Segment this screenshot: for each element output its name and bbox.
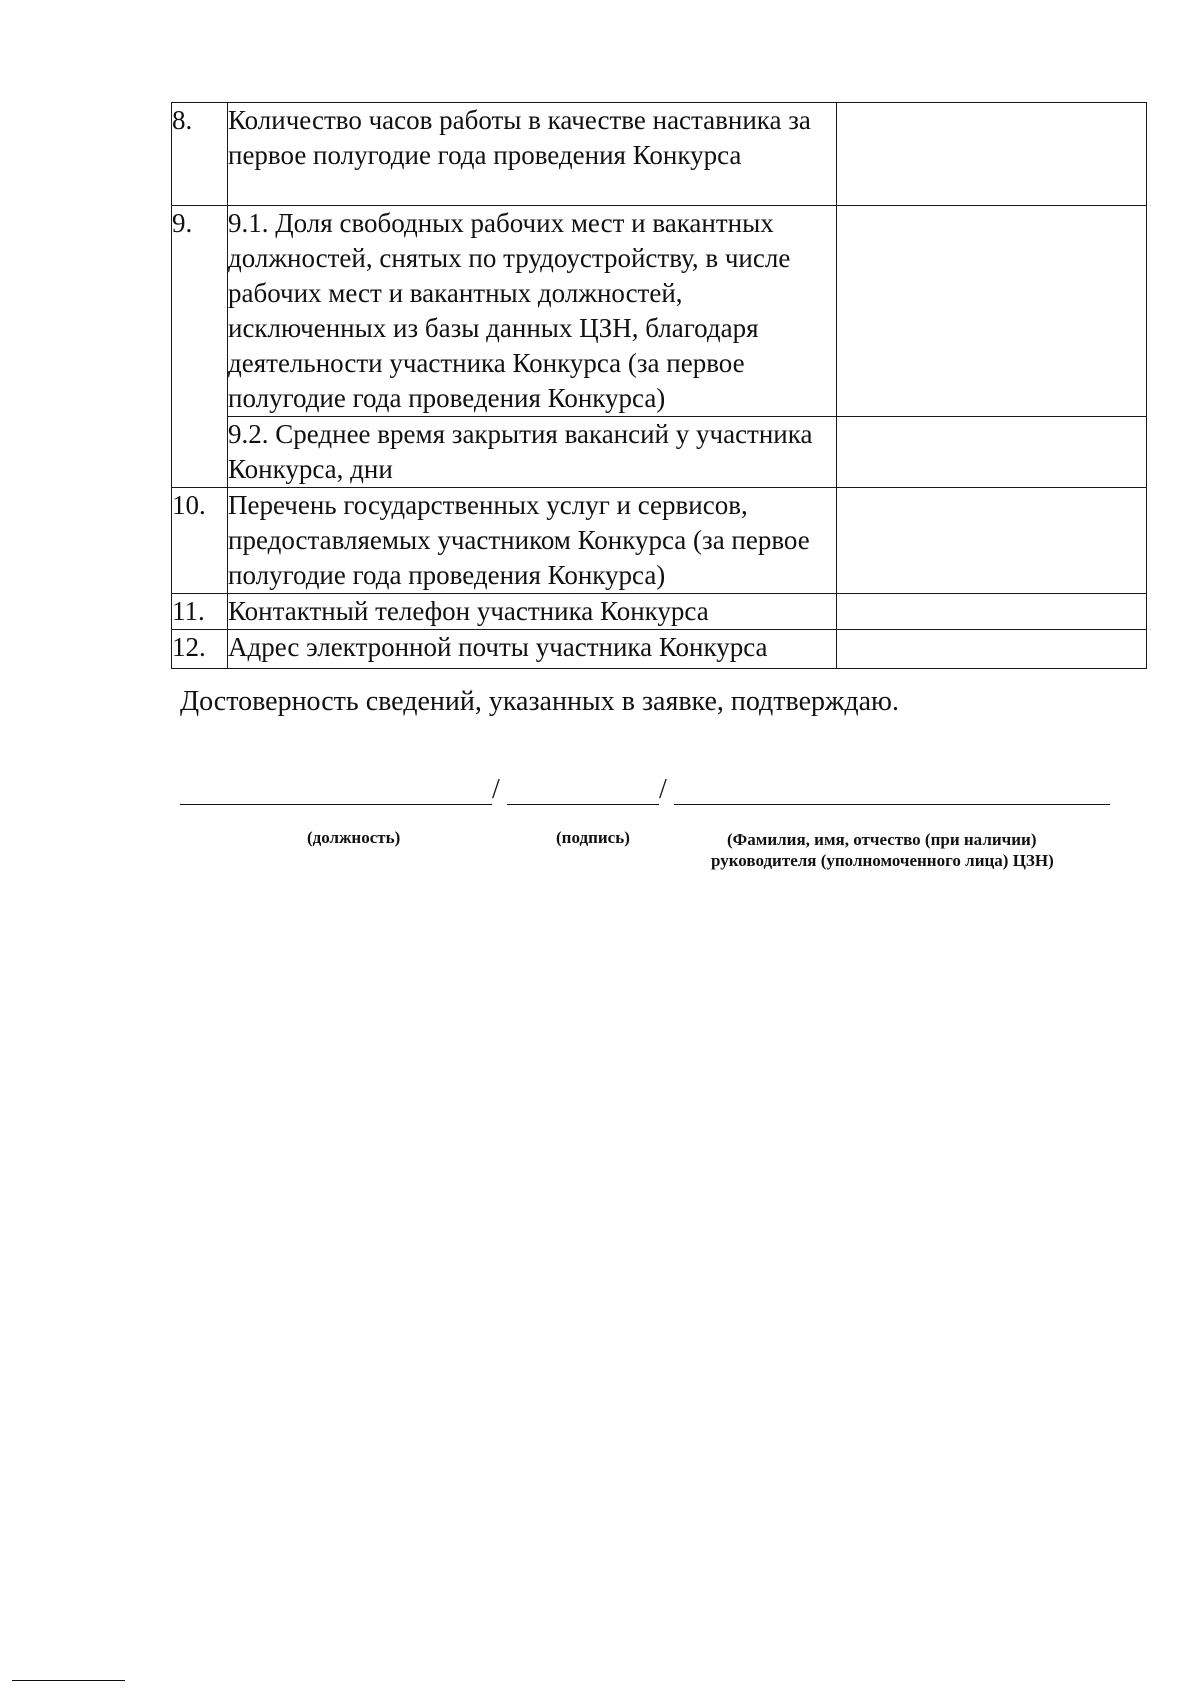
value-cell-vacancy-close-time[interactable] xyxy=(837,417,1147,488)
table-row xyxy=(172,630,1147,669)
position-signature-line[interactable] xyxy=(180,804,492,805)
row-label: Количество часов работы в качестве наставника за первое полугодие года проведения Конкурса xyxy=(228,103,837,206)
row-number: 11. xyxy=(172,594,228,630)
table-row xyxy=(172,594,1147,630)
row-label: 9.2. Среднее время закрытия вакансий у участника Конкурса, дни xyxy=(228,417,837,488)
row-number: 9. xyxy=(172,206,228,488)
value-cell-services-list[interactable] xyxy=(837,488,1147,594)
table-row xyxy=(172,206,1147,417)
footnote-rule xyxy=(12,1680,125,1681)
signature-caption: (подпись) xyxy=(556,828,630,847)
table-row xyxy=(172,103,1147,206)
table-row xyxy=(172,488,1147,594)
value-cell-phone[interactable] xyxy=(837,594,1147,630)
row-label: 9.1. Доля свободных рабочих мест и вакантных должностей, снятых по трудоустройству, в числе рабочих мест и вакантных должностей, исключенных из базы данных ЦЗН, благодаря деятельности участника Конкурса (за первое полугодие года проведения Конкурса) xyxy=(228,206,837,417)
row-number: 8. xyxy=(172,103,228,206)
confirmation-statement: Достоверность сведений, указанных в заявке, подтверждаю. xyxy=(180,686,899,717)
row-label: Адрес электронной почты участника Конкурса xyxy=(228,630,837,669)
value-cell-vacancy-share[interactable] xyxy=(837,206,1147,417)
row-number: 10. xyxy=(172,488,228,594)
value-cell-email[interactable] xyxy=(837,630,1147,669)
signature-separator: / xyxy=(659,774,667,805)
value-cell-mentor-hours[interactable] xyxy=(837,103,1147,206)
signature-separator: / xyxy=(492,774,500,805)
full-name-caption-line1: (Фамилия, имя, отчество (при наличии) xyxy=(727,830,1037,849)
row-label: Контактный телефон участника Конкурса xyxy=(228,594,837,630)
full-name-caption-line2: руководителя (уполномоченного лица) ЦЗН) xyxy=(711,851,1054,870)
table-row xyxy=(172,417,1147,488)
position-caption: (должность) xyxy=(307,828,401,847)
full-name-signature-line[interactable] xyxy=(674,804,1110,805)
row-number: 12. xyxy=(172,630,228,669)
row-label: Перечень государственных услуг и сервисов, предоставляемых участником Конкурса (за первое полугодие года проведения Конкурса) xyxy=(228,488,837,594)
application-table xyxy=(171,102,1147,669)
signature-line[interactable] xyxy=(507,804,659,805)
